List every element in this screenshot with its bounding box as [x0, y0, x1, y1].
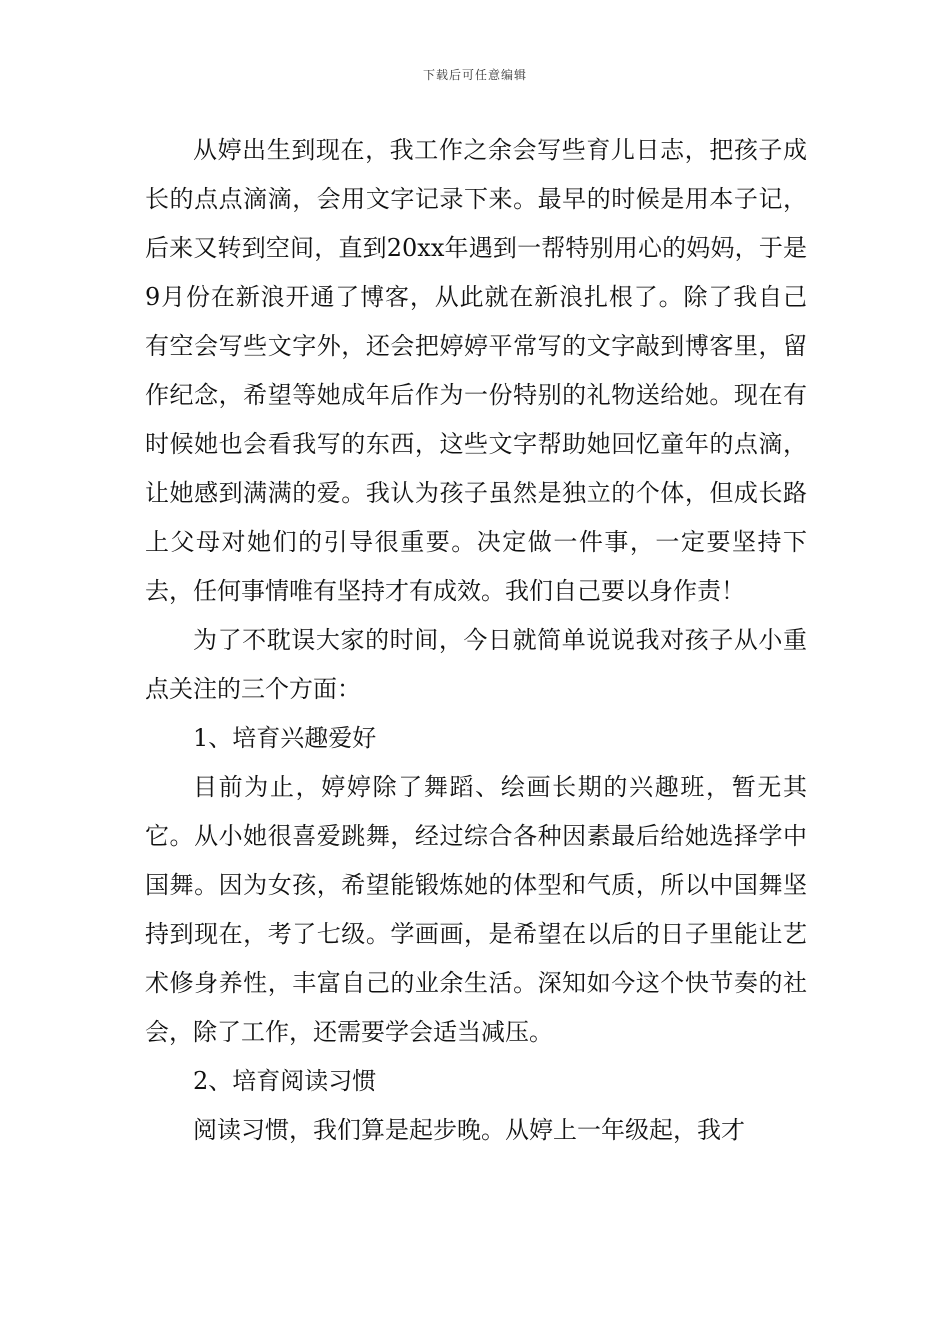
section-heading-reading: 2、培育阅读习惯	[193, 1067, 377, 1095]
section-heading-interests: 1、培育兴趣爱好	[193, 724, 377, 752]
paragraph-reading: 阅读习惯，我们算是起步晚。从婷上一年级起，我才	[193, 1116, 745, 1144]
document-body	[145, 126, 807, 1155]
page-header: 下载后可任意编辑	[422, 68, 527, 82]
paragraph-intro: 从婷出生到现在，我工作之余会写些育儿日志，把孩子成长的点点滴滴，会用文字记录下来。最早的时候是用本子记，后来又转到空间，直到20xx年遇到一帮特别用心的妈妈，于是9月份在新浪开通了博客，从此就在新浪扎根了。除了我自己有空会写些文字外，还会把婷婷平常写的文字敲到博客里，留作纪念，希望等她成年后作为一份特别的礼物送给她。现在有时候她也会看我写的东西，这些文字帮助她回忆童年的点滴，让她感到满满的爱。我认为孩子虽然是独立的个体，但成长路上父母对她们的引导很重要。决定做一件事，一定要坚持下去，任何事情唯有坚持才有成效。我们自己要以身作责！	[145, 136, 807, 605]
paragraph-interests: 目前为止，婷婷除了舞蹈、绘画长期的兴趣班，暂无其它。从小她很喜爱跳舞，经过综合各种因素最后给她选择学中国舞。因为女孩，希望能锻炼她的体型和气质，所以中国舞坚持到现在，考了七级。学画画，是希望在以后的日子里能让艺术修身养性，丰富自己的业余生活。深知如今这个快节奏的社会，除了工作，还需要学会适当减压。	[145, 773, 807, 1046]
paragraph-overview: 为了不耽误大家的时间，今日就简单说说我对孩子从小重点关注的三个方面：	[145, 626, 807, 703]
